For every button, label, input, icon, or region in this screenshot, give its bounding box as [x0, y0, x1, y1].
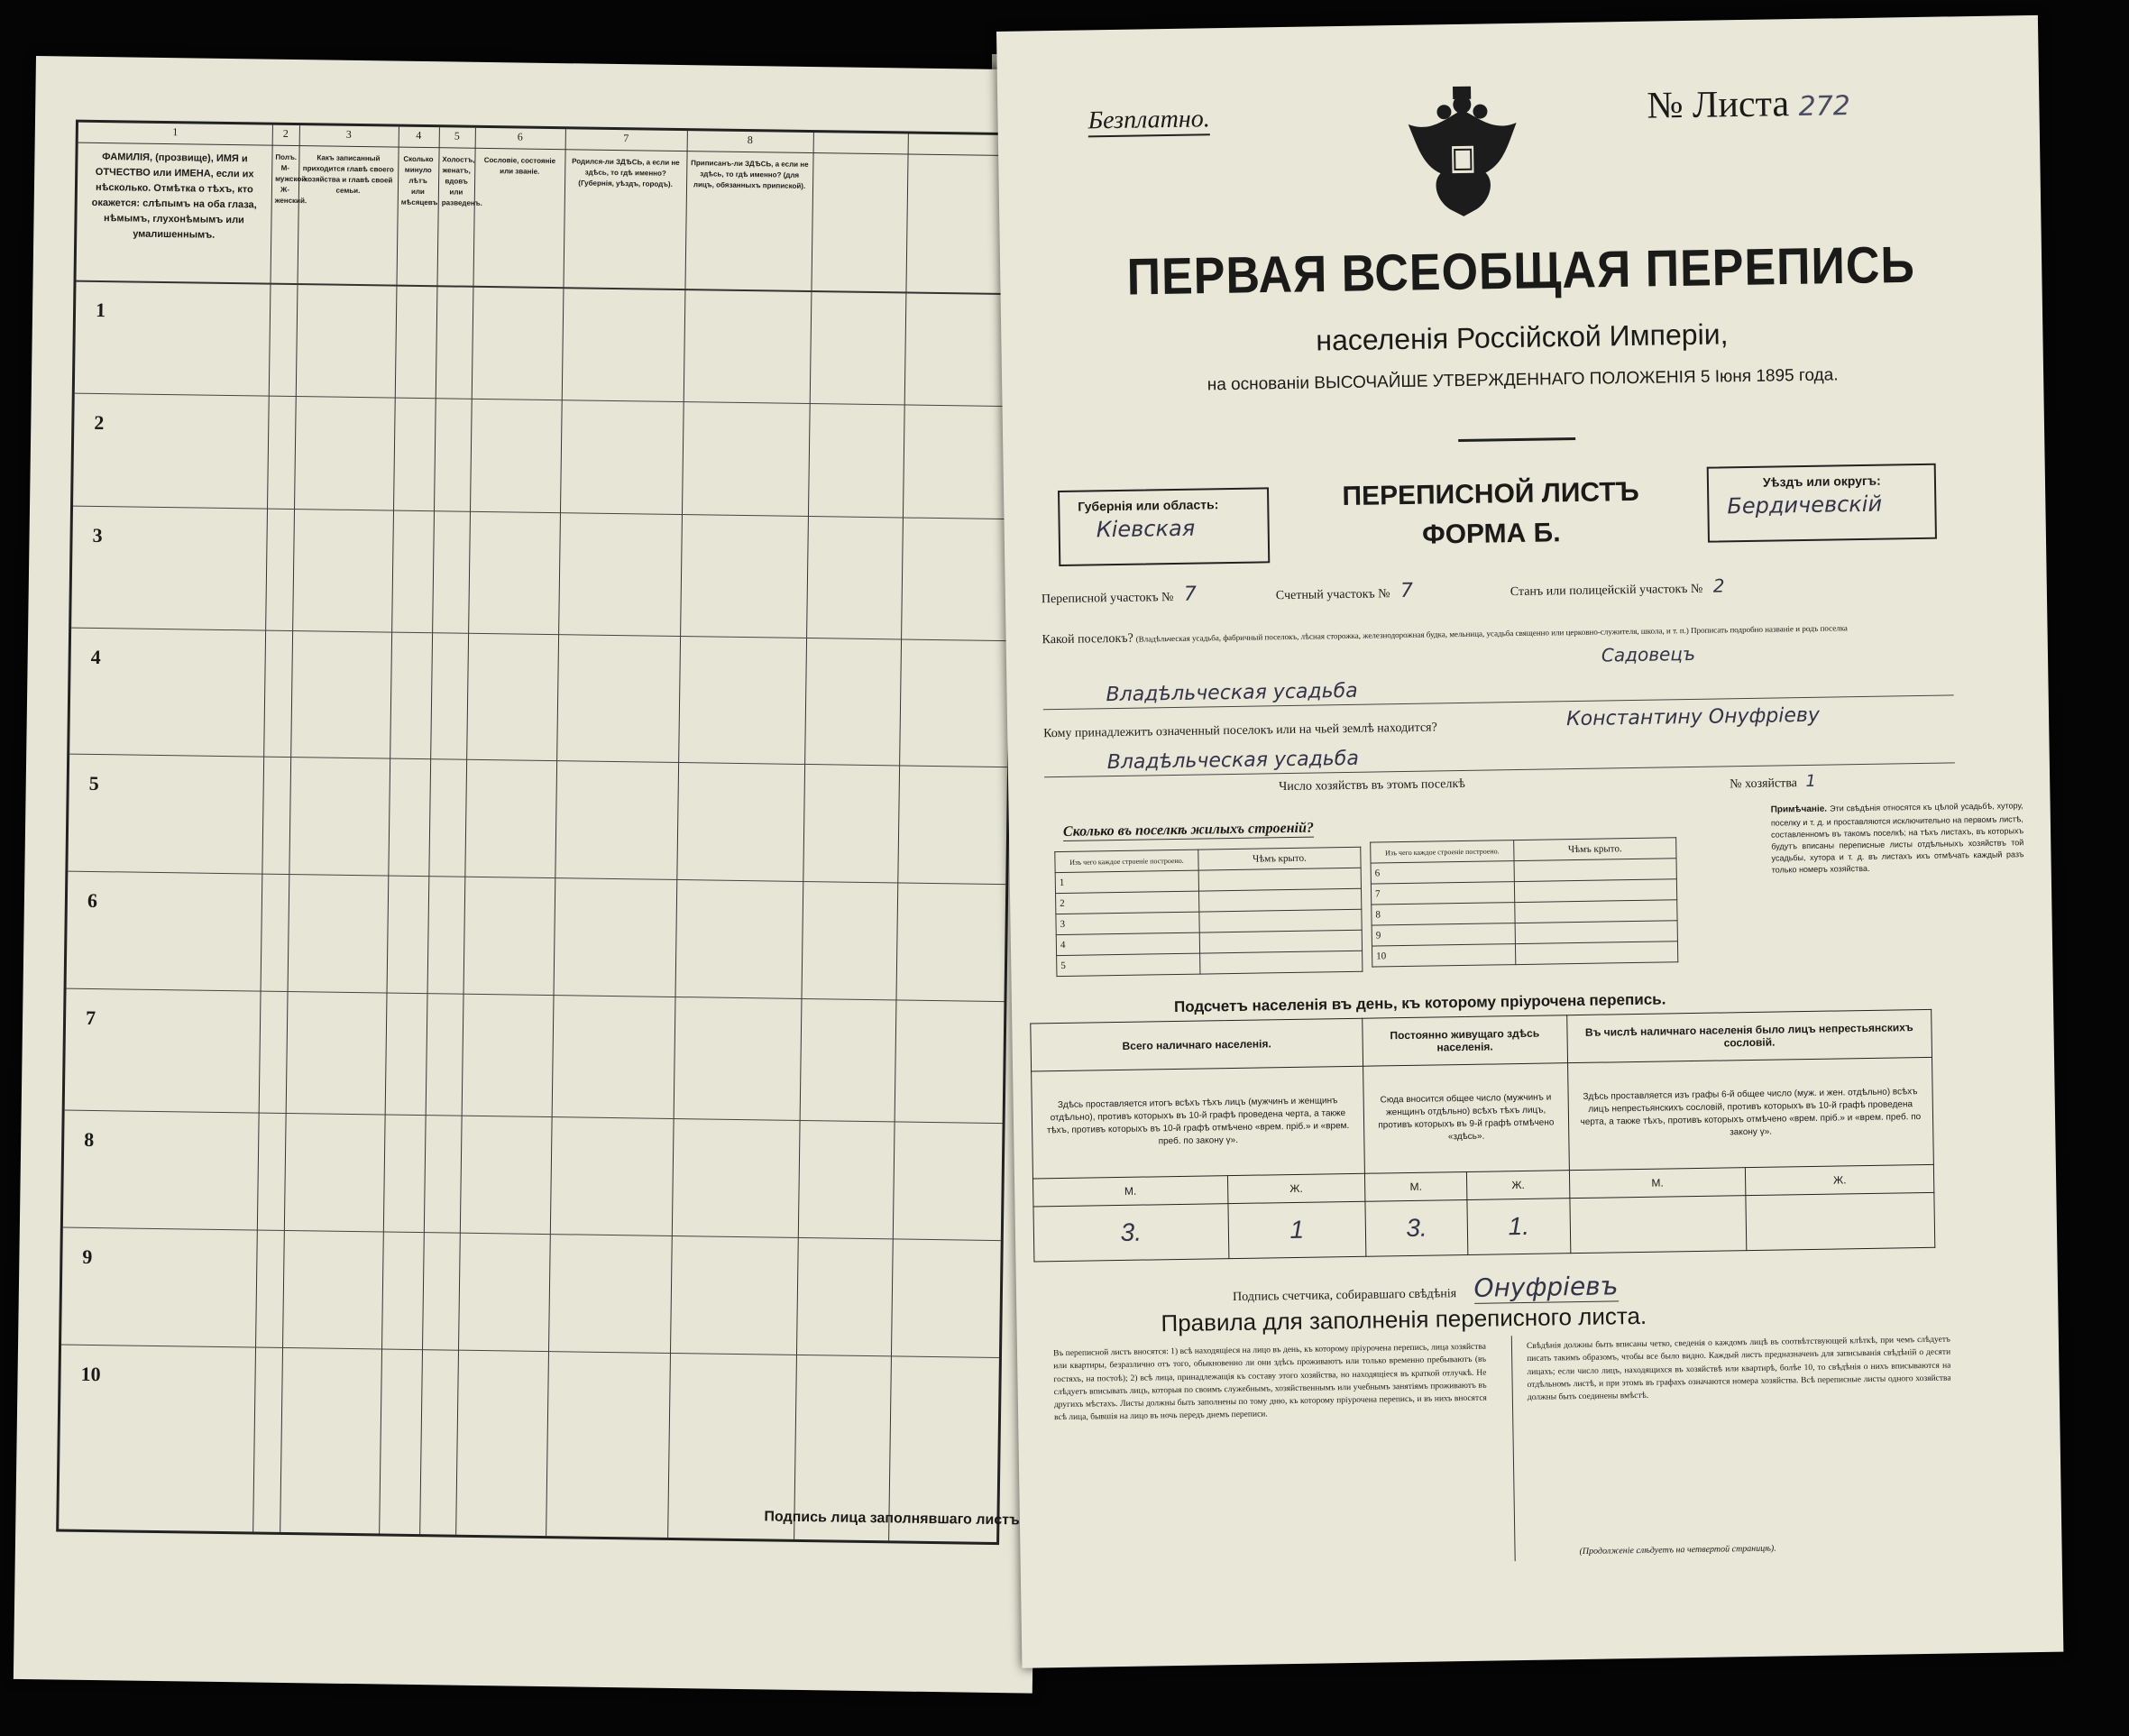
- row-number: 2: [94, 410, 105, 435]
- count-permanent-male: 3.: [1365, 1199, 1468, 1256]
- sheet-number-value: 272: [1798, 90, 1851, 124]
- header-marital: Холостъ, женатъ, вдовъ или разведенъ.: [441, 155, 482, 207]
- district-box: [1707, 464, 1937, 543]
- row-divider: [75, 393, 1013, 408]
- buildings-col-roof: Чѣмъ крыто.: [1198, 847, 1361, 870]
- buildings-table-left: [1054, 847, 1363, 977]
- buildings-col-material: Изъ чего каждое строеніе построено.: [1371, 840, 1514, 863]
- count-desc-present: Здѣсь проставляется итогъ всѣхъ тѣхъ лицъ (мужчинъ и женщинъ отдѣльно), противъ которыхъ въ 10-й графѣ проведена черта, а также тѣхъ, противъ которыхъ въ 10-й графѣ отмѣчено «врем. пріб.» и «врем. преб. по закону γ».: [1032, 1066, 1365, 1179]
- building-row-number: 1: [1055, 870, 1198, 893]
- imperial-eagle-emblem: [1394, 82, 1531, 219]
- building-row-number: 7: [1371, 882, 1514, 905]
- header-name: ФАМИЛІЯ, (прозвище), ИМЯ и ОТЧЕСТВО или ИМЕНА, если их нѣсколько. Отмѣтка о тѣхъ, кто окажется: слѣпымъ на оба глаза, нѣмымъ, глухонѣмымъ или умалишеннымъ.: [91, 152, 257, 242]
- female-label: Ж.: [1227, 1173, 1365, 1203]
- column-divider: [280, 125, 300, 1532]
- settlement-hint: (Владѣльческая усадьба, фабричный поселокъ, лѣсная сторожка, железнодорожная будка, мельница, усадьба священно или церковно-служителя, школа, и т. п.) Прописать подробно названіе и родъ поселка: [1135, 623, 1848, 644]
- column-number: 1: [172, 125, 179, 139]
- census-table-grid: [56, 120, 1019, 1545]
- column-number: 7: [623, 132, 629, 145]
- rules-title: Правила для заполненія переписного листа.: [1161, 1301, 1647, 1337]
- column-divider: [455, 128, 476, 1535]
- household-number-field: [1730, 772, 1816, 793]
- enumerator-signature-label: Подпись счетчика, собиравшаго свѣдѣнія: [1232, 1287, 1457, 1305]
- province-value: Кіевская: [1096, 515, 1196, 543]
- count-non-peasant-male: [1570, 1196, 1748, 1254]
- male-label: М.: [1032, 1176, 1227, 1207]
- header-relation: Какъ записанный приходится главѣ своего хозяйства и главѣ своей семьи.: [302, 153, 394, 196]
- row-number: 8: [84, 1127, 95, 1152]
- stan-value: 2: [1712, 574, 1725, 597]
- building-row-number: 10: [1372, 944, 1515, 967]
- rules-column-divider: [1511, 1336, 1516, 1561]
- sheet-number: [1647, 81, 1850, 128]
- header-age: Сколько минуло лѣтъ или мѣсяцевъ: [400, 154, 438, 207]
- column-number: 4: [416, 128, 422, 142]
- form-title-line1: ПЕРЕПИСНОЙ ЛИСТЪ: [1342, 476, 1639, 512]
- owner-value-2: Владѣльческая усадьба: [1106, 747, 1360, 775]
- row-number: 7: [85, 1006, 96, 1030]
- rules-text-left: Въ переписной листъ вносятся: 1) всѣ находящіеся на лицо въ день, къ которому пріурочена перепись, лица хозяйства или квартиры, безразлично отъ того, обыкновенно ли они здѣсь проживаютъ или только временно пребываютъ (въ гостяхъ, на постоѣ); 2) всѣ лица, принадлежащія къ составу этого хозяйства, но находящіеся въ краткой отлучкѣ. Не слѣдуетъ вписывать лицъ, которыя по своимъ служебнымъ, хозяйственнымъ или учебнымъ занятіямъ проживаютъ въ другихъ мѣстахъ. Листы должны быть заполнены по тому дню, къ которому пріурочена перепись, и въ нихъ вносятся всѣ лица, бывшія на лицо въ ночь передъ днемъ переписи.: [1052, 1342, 1487, 1423]
- enum-district-label: Счетный участокъ №: [1275, 587, 1390, 603]
- row-divider: [68, 871, 1005, 886]
- male-label: М.: [1364, 1171, 1467, 1201]
- building-row-number: 8: [1372, 903, 1515, 925]
- form-filler-signature-label: Подпись лица заполнявшаго листъ: [764, 1509, 1020, 1529]
- column-divider: [419, 127, 440, 1534]
- census-title: ПЕРВАЯ ВСЕОБЩАЯ ПЕРЕПИСЬ: [1126, 236, 1916, 307]
- row-number: 10: [80, 1362, 101, 1386]
- male-label: М.: [1569, 1168, 1746, 1199]
- household-number-value: 1: [1805, 771, 1817, 792]
- column-divider: [888, 134, 909, 1541]
- building-row-number: 2: [1056, 891, 1199, 914]
- row-number: 4: [90, 645, 101, 669]
- header-birthplace: Родился-ли ЗДѢСЬ, а если не здѣсь, то гдѣ именно? (Губернія, уѣздъ, городъ).: [572, 157, 680, 188]
- building-row-number: 3: [1056, 912, 1199, 934]
- population-count-title: Подсчетъ населенія въ день, къ которому пріурочена перепись.: [1173, 990, 1666, 1016]
- buildings-col-roof: Чѣмъ крыто.: [1514, 838, 1676, 861]
- buildings-table-right: [1370, 837, 1678, 967]
- note-title: Примѣчаніе.: [1770, 804, 1828, 815]
- census-subtitle: населенія Россійской Имперіи,: [1316, 317, 1729, 357]
- buildings-col-material: Изъ чего каждое строеніе построено.: [1055, 850, 1198, 872]
- form-title: [1301, 472, 1681, 556]
- province-label: Губернія или область:: [1078, 497, 1219, 514]
- female-label: Ж.: [1467, 1171, 1570, 1200]
- row-divider: [63, 1227, 1001, 1242]
- count-header-permanent: Постоянно живущаго здѣсь населенія.: [1363, 1015, 1567, 1067]
- header-estate: Сословіе, состояніе или званіе.: [483, 155, 556, 176]
- settlement-label: Какой поселокъ?: [1042, 631, 1133, 648]
- count-present-male: 3.: [1033, 1204, 1229, 1262]
- census-district-value: 7: [1183, 583, 1198, 606]
- row-number: 9: [82, 1245, 93, 1268]
- row-divider: [71, 628, 1009, 642]
- free-label: Безплатно.: [1087, 105, 1210, 137]
- row-number: 1: [95, 298, 106, 322]
- building-row-number: 6: [1371, 861, 1514, 884]
- count-header-non-peasant: Въ числѣ наличнаго населенія было лицъ непрестьянскихъ сословій.: [1566, 1009, 1932, 1062]
- column-number: 8: [747, 133, 753, 147]
- count-header-present: Всего наличнаго населенія.: [1031, 1018, 1363, 1071]
- count-permanent-female: 1.: [1467, 1199, 1570, 1255]
- column-divider: [794, 133, 814, 1539]
- column-divider: [252, 125, 273, 1532]
- rules-continuation-note: (Продолженіе слѣдуетъ на четвертой страницѣ).: [1579, 1543, 1776, 1557]
- note-text: Эти свѣдѣнія относятся къ цѣлой усадьбѣ, хутору, поселку и т. д. и проставляются исключительно на первомъ листѣ, составленномъ въ такомъ поселкѣ; на тѣхъ листахъ, въ которыхъ будутъ вписаны переписные листы отдѣльныхъ хозяйствъ той усадьбы, хутора и т. д. въ листахъ ихъ отмѣчать каждый разъ только номеръ хозяйства.: [1770, 801, 2024, 875]
- population-count-table: [1030, 1009, 1935, 1263]
- enum-district-field: [1276, 580, 1414, 604]
- count-desc-non-peasant: Здѣсь проставляется изъ графы 6-й общее число (муж. и жен. отдѣльно) всѣхъ лицъ непрестьянскихъ сословій, противъ которыхъ въ 10-й графѣ проведена черта, а также тѣхъ, противъ которыхъ отмѣчено «врем. пріб.» и «врем. преб. по закону γ».: [1567, 1057, 1933, 1170]
- row-number: 5: [88, 771, 99, 795]
- building-row-number: 9: [1372, 923, 1515, 946]
- buildings-label: Сколько въ поселкѣ жилыхъ строеній?: [1062, 820, 1315, 840]
- column-number: 6: [517, 130, 523, 143]
- sheet-number-label: № Листа: [1647, 83, 1790, 127]
- left-page: [14, 56, 1055, 1694]
- households-label: Число хозяйствъ въ этомъ поселкѣ: [1279, 776, 1465, 795]
- row-divider: [69, 754, 1007, 768]
- row-divider: [67, 988, 1005, 1003]
- column-number: 5: [454, 129, 460, 142]
- district-value: Бердичевскій: [1727, 491, 1883, 519]
- row-number: 3: [92, 523, 103, 547]
- title-rule: [1458, 437, 1575, 442]
- census-decree-line: на основаніи ВЫСОЧАЙШЕ УТВЕРЖДЕННАГО ПОЛОЖЕНІЯ 5 Іюня 1895 года.: [1207, 365, 1839, 395]
- owner-value-1: Константину Онуфріеву: [1565, 703, 1821, 731]
- buildings-note: [1771, 800, 2024, 876]
- column-divider: [546, 129, 566, 1536]
- count-non-peasant-female: [1746, 1192, 1935, 1250]
- stan-label: Станъ или полицейскій участокъ №: [1510, 582, 1703, 600]
- form-title-line2: ФОРМА Б.: [1421, 517, 1561, 550]
- column-divider: [379, 127, 399, 1534]
- settlement-field: [1042, 619, 1970, 648]
- row-divider: [65, 1110, 1003, 1125]
- household-number-label: № хозяйства: [1730, 776, 1798, 792]
- settlement-value-2: Владѣльческая усадьба: [1106, 679, 1358, 707]
- count-desc-permanent: Сюда вносится общее число (мужчинъ и женщинъ отдѣльно) всѣхъ тѣхъ лицъ, противъ которыхъ въ 9-й графѣ отмѣчено «здѣсь».: [1363, 1063, 1570, 1174]
- district-label: Уѣздъ или округъ:: [1762, 473, 1881, 490]
- row-number: 6: [87, 888, 98, 913]
- rules-text-right: Свѣдѣнія должны быть вписаны четко, сведенія о каждомъ лицѣ въ соотвѣтствующей клѣткѣ, при чемъ слѣдуетъ писать такимъ образомъ, чтобы все было видно. Каждый листъ предназначенъ для записыванія свѣдѣній о десяти лицахъ; если число лицъ, находящихся въ хозяйствѣ или квартирѣ, болѣе 10, то свѣдѣнія о нихъ вписываются на отдѣльномъ листѣ, и при этомъ въ графахъ означаются номера хозяйства. Всѣ переписные листы одного хозяйства должны быть соединены вмѣстѣ.: [1526, 1335, 1951, 1402]
- female-label: Ж.: [1746, 1164, 1934, 1195]
- row-divider: [73, 506, 1011, 520]
- stan-field: [1510, 574, 1725, 600]
- enum-district-value: 7: [1399, 579, 1414, 603]
- province-box: [1058, 487, 1270, 566]
- row-divider: [61, 1345, 999, 1359]
- building-row-number: 5: [1057, 953, 1200, 976]
- column-number: 2: [282, 126, 289, 140]
- column-divider: [667, 131, 688, 1538]
- count-present-female: 1: [1228, 1201, 1366, 1258]
- owner-label: Кому принадлежитъ означенный поселокъ или на чьей землѣ находится?: [1043, 721, 1437, 741]
- header-registration: Приписанъ-ли ЗДѢСЬ, а если не здѣсь, то гдѣ именно? (для лицъ, обязанныхъ припиской).: [691, 159, 809, 190]
- enumerator-signature-field: [1233, 1271, 1619, 1307]
- census-district-label: Переписной участокъ №: [1041, 590, 1174, 607]
- census-district-field: [1042, 583, 1197, 609]
- settlement-value-1: Садовецъ: [1601, 642, 1696, 666]
- header-sex: Полъ. М-мужской. Ж-женский.: [274, 152, 308, 206]
- enumerator-signature: Онуфріевъ: [1473, 1271, 1619, 1303]
- building-row-number: 4: [1056, 932, 1199, 955]
- right-page: [996, 15, 2063, 1668]
- column-number: 3: [345, 127, 352, 141]
